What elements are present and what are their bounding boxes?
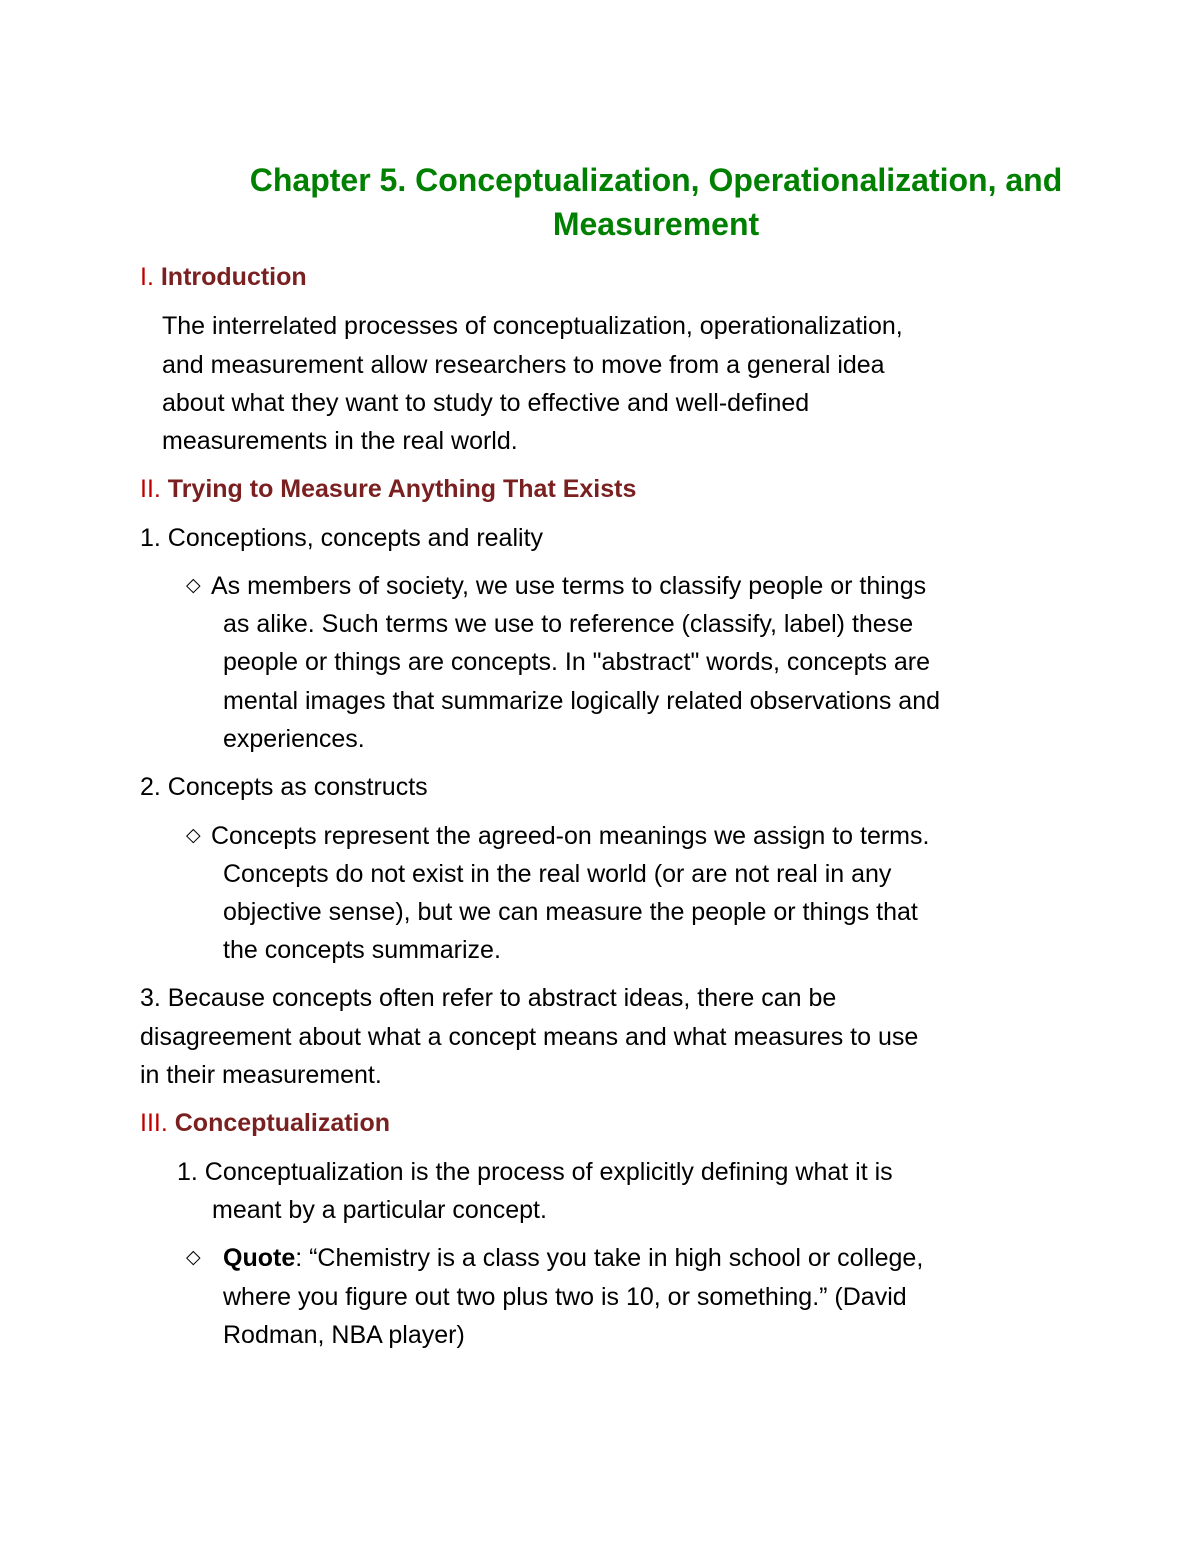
list-item: 1. Conceptions, concepts and reality [140, 524, 544, 552]
intro-line: about what they want to study to effective and well-defined [162, 389, 810, 417]
list-item-continuation: disagreement about what a concept means and what measures to use [140, 1023, 919, 1051]
section-number: II. [140, 475, 161, 503]
bullet-line: as alike. Such terms we use to reference (classify, label) these [223, 610, 914, 638]
diamond-bullet-icon: ◇ [186, 1247, 201, 1268]
section-title: Introduction [160, 263, 307, 291]
section-number: III. [140, 1109, 168, 1137]
title-line-2: Measurement [552, 206, 760, 242]
bullet-line: As members of society, we use terms to classify people or things [211, 572, 927, 600]
diamond-bullet-icon: ◇ [186, 825, 201, 846]
list-item-continuation: in their measurement. [140, 1061, 382, 1089]
bullet-line: the concepts summarize. [223, 936, 501, 964]
section-heading-introduction [140, 260, 307, 294]
section-number: I. [140, 263, 154, 291]
bullet-line: objective sense), but we can measure the people or things that [223, 898, 918, 926]
section-heading-conceptualization [140, 1106, 390, 1140]
bullet-line: Concepts represent the agreed-on meanings we assign to terms. [211, 822, 930, 850]
title-line-1: Chapter 5. Conceptualization, Operationalization, and [249, 162, 1063, 198]
bullet-line: experiences. [223, 725, 365, 753]
intro-line: measurements in the real world. [162, 427, 518, 455]
list-item: 1. Conceptualization is the process of explicitly defining what it is [177, 1158, 893, 1186]
bullet-line: mental images that summarize logically related observations and [223, 687, 941, 715]
list-item: 2. Concepts as constructs [140, 773, 428, 801]
diamond-bullet-icon: ◇ [186, 575, 201, 596]
bullet-line: people or things are concepts. In "abstract" words, concepts are [223, 648, 931, 676]
list-item-continuation: meant by a particular concept. [212, 1196, 547, 1224]
quote-label: Quote [223, 1244, 296, 1272]
bullet-line: Concepts do not exist in the real world (or are not real in any [223, 860, 892, 888]
quote-text: : “Chemistry is a class you take in high school or college, [295, 1244, 924, 1272]
section-title: Conceptualization [174, 1109, 391, 1137]
intro-line: and measurement allow researchers to move from a general idea [162, 351, 885, 379]
section-heading-measure [140, 472, 636, 506]
section-title: Trying to Measure Anything That Exists [167, 475, 637, 503]
page-title [140, 158, 1172, 246]
quote-line: where you figure out two plus two is 10, or something.” (David [223, 1283, 907, 1311]
quote-line: Rodman, NBA player) [223, 1321, 465, 1349]
quote-line [223, 1241, 923, 1275]
list-item: 3. Because concepts often refer to abstract ideas, there can be [140, 984, 837, 1012]
intro-line: The interrelated processes of conceptualization, operationalization, [162, 312, 903, 340]
